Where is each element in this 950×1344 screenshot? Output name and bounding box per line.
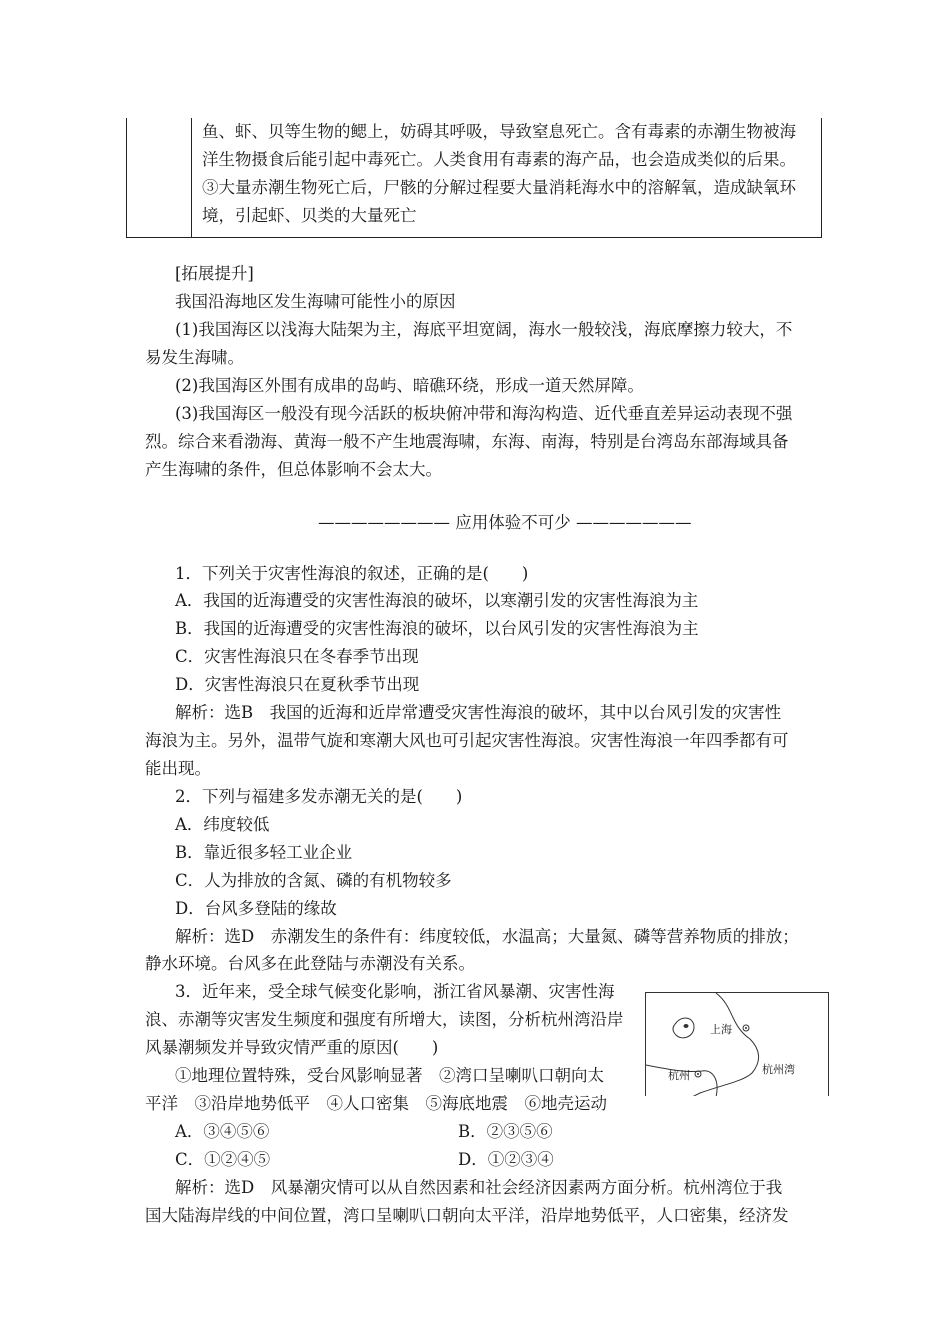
answer-option: A．我国的近海遭受的灾害性海浪的破坏，以寒潮引发的灾害性海浪为主 bbox=[175, 591, 699, 610]
answer-option: C．人为排放的含氮、磷的有机物较多 bbox=[175, 871, 452, 890]
answer-option: A．③④⑤⑥ bbox=[175, 1122, 270, 1141]
question-stem: 风暴潮频发并导致灾情严重的原因( ) bbox=[145, 1038, 439, 1057]
statement-options: ①地理位置特殊，受台风影响显著 ②湾口呈喇叭口朝向太 bbox=[175, 1066, 604, 1085]
map-label-bay: 杭州湾 bbox=[762, 1063, 795, 1076]
map-label-hangzhou: 杭州 bbox=[668, 1069, 690, 1082]
answer-option: D．①②③④ bbox=[458, 1150, 554, 1169]
statement-options: 平洋 ③沿岸地势低平 ④人口密集 ⑤海底地震 ⑥地壳运动 bbox=[145, 1094, 607, 1113]
answer-option: B．我国的近海遭受的灾害性海浪的破坏，以台风引发的灾害性海浪为主 bbox=[175, 619, 699, 638]
extension-paragraph: (2)我国海区外围有成串的岛屿、暗礁环绕，形成一道天然屏障。 bbox=[175, 376, 644, 395]
table-cell-line: 洋生物摄食后能引起中毒死亡。人类食用有毒素的海产品，也会造成类似的后果。 bbox=[202, 150, 796, 169]
extension-paragraph: 产生海啸的条件，但总体影响不会太大。 bbox=[145, 460, 442, 479]
table-cell-line: ③大量赤潮生物死亡后，尸骸的分解过程要大量消耗海水中的溶解氧，造成缺氧环 bbox=[202, 178, 796, 197]
question-stem: 1．下列关于灾害性海浪的叙述，正确的是( ) bbox=[175, 564, 529, 583]
question-stem: 3．近年来，受全球气候变化影响，浙江省风暴潮、灾害性海 bbox=[175, 982, 615, 1001]
table-cell-line: 鱼、虾、贝等生物的鳃上，妨碍其呼吸，导致窒息死亡。含有毒素的赤潮生物被海 bbox=[202, 122, 796, 141]
map-label-shanghai: 上海 bbox=[710, 1023, 732, 1036]
table-column-divider bbox=[191, 118, 192, 238]
answer-option: D．台风多登陆的缘故 bbox=[175, 899, 337, 918]
extension-paragraph: (1)我国海区以浅海大陆架为主，海底平坦宽阔，海水一般较浅，海底摩擦力较大，不 bbox=[175, 320, 793, 339]
content-table bbox=[126, 118, 822, 238]
answer-option: B．②③⑤⑥ bbox=[458, 1122, 553, 1141]
explanation: 能出现。 bbox=[145, 759, 211, 778]
hangzhou-bay-map bbox=[645, 992, 829, 1096]
explanation: 解析：选D 风暴潮灾情可以从自然因素和社会经济因素两方面分析。杭州湾位于我 bbox=[175, 1178, 783, 1197]
section-divider: ———————— 应用体验不可少 ——————— bbox=[318, 513, 692, 532]
explanation: 解析：选D 赤潮发生的条件有：纬度较低，水温高；大量氮、磷等营养物质的排放； bbox=[175, 927, 799, 946]
extension-heading: [拓展提升] bbox=[175, 264, 254, 283]
extension-subtitle: 我国沿海地区发生海啸可能性小的原因 bbox=[175, 292, 456, 311]
question-stem: 2．下列与福建多发赤潮无关的是( ) bbox=[175, 787, 463, 806]
extension-paragraph: (3)我国海区一般没有现今活跃的板块俯冲带和海沟构造、近代垂直差异运动表现不强 bbox=[175, 404, 793, 423]
explanation: 解析：选B 我国的近海和近岸常遭受灾害性海浪的破坏，其中以台风引发的灾害性 bbox=[175, 703, 782, 722]
explanation: 静水环境。台风多在此登陆与赤潮没有关系。 bbox=[145, 954, 475, 973]
extension-paragraph: 易发生海啸。 bbox=[145, 348, 244, 367]
table-cell-line: 境，引起虾、贝类的大量死亡 bbox=[202, 206, 417, 225]
answer-option: A．纬度较低 bbox=[175, 815, 270, 834]
answer-option: B．靠近很多轻工业企业 bbox=[175, 843, 353, 862]
answer-option: C．①②④⑤ bbox=[175, 1150, 271, 1169]
explanation: 国大陆海岸线的中间位置，湾口呈喇叭口朝向太平洋，沿岸地势低平，人口密集，经济发 bbox=[145, 1206, 789, 1225]
extension-paragraph: 烈。综合来看渤海、黄海一般不产生地震海啸，东海、南海，特别是台湾岛东部海域具备 bbox=[145, 432, 789, 451]
answer-option: C．灾害性海浪只在冬春季节出现 bbox=[175, 647, 419, 666]
question-stem: 浪、赤潮等灾害发生频度和强度有所增大，读图，分析杭州湾沿岸 bbox=[145, 1010, 624, 1029]
explanation: 海浪为主。另外，温带气旋和寒潮大风也可引起灾害性海浪。灾害性海浪一年四季都有可 bbox=[145, 731, 789, 750]
answer-option: D．灾害性海浪只在夏秋季节出现 bbox=[175, 675, 420, 694]
